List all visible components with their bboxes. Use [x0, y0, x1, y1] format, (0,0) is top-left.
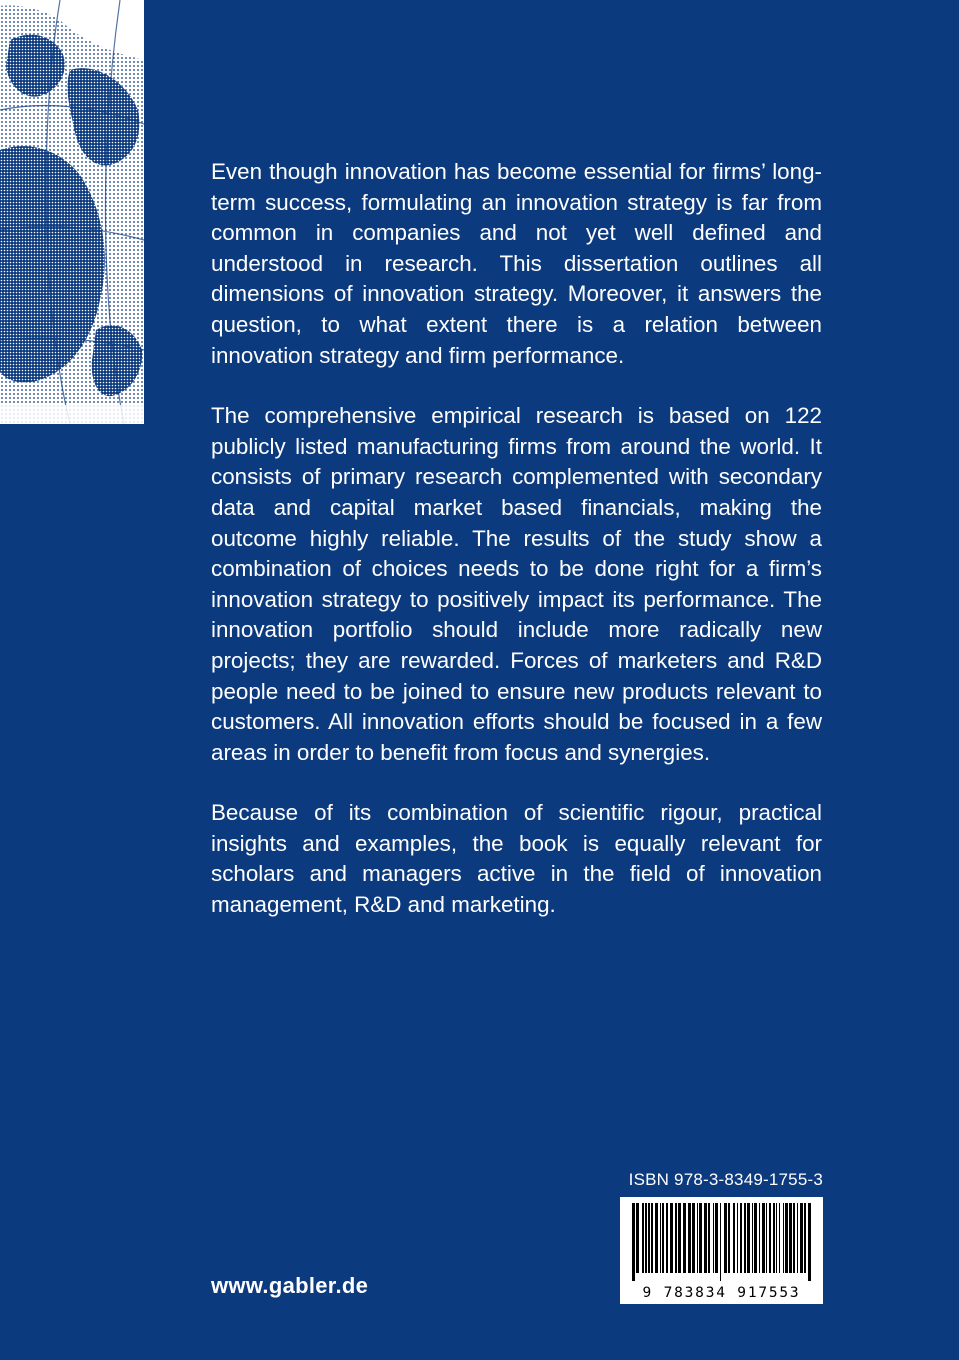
barcode-bar — [779, 1203, 780, 1273]
barcode-bar — [800, 1203, 803, 1273]
barcode-bar — [785, 1203, 788, 1273]
barcode-bar — [804, 1203, 806, 1273]
barcode-bar — [651, 1203, 653, 1273]
barcode-bar — [728, 1203, 730, 1273]
barcode-bar — [754, 1203, 757, 1273]
blurb-paragraph-1: Even though innovation has become essential for firms’ long-term success, formulating an innovation strategy is far from common in companies and not yet well defined and understood in research. This dissertation outlines all dimensions of innovation strategy. Moreover, it answers the question, to what extent there is a relation between innovation strategy and firm performance. — [211, 159, 822, 368]
barcode-bar — [773, 1203, 775, 1273]
barcode-bar — [692, 1203, 695, 1273]
barcode-bar — [737, 1203, 738, 1273]
barcode-bar — [808, 1203, 811, 1281]
back-cover-blurb — [211, 157, 822, 951]
barcode-bar — [776, 1203, 777, 1273]
barcode-digits: 9 783834 917553 — [642, 1285, 801, 1301]
barcode-bar — [762, 1203, 765, 1273]
barcode-bar — [655, 1203, 658, 1273]
barcode-bar — [720, 1203, 721, 1281]
barcode-bar — [632, 1203, 635, 1281]
isbn-label: ISBN 978-3-8349-1755-3 — [628, 1170, 823, 1189]
barcode-bar — [789, 1203, 792, 1273]
barcode-bars — [620, 1197, 823, 1283]
barcode-bar — [713, 1203, 714, 1273]
barcode-bar — [636, 1203, 639, 1273]
barcode-bar — [699, 1203, 702, 1273]
barcode-bar — [662, 1203, 664, 1273]
blurb-paragraph-3: Because of its combination of scientific rigour, practical insights and examples, the book is equally relevant for scholars and managers active in the field of innovation management, R&D and marketing. — [211, 800, 822, 918]
blurb-paragraph-2: The comprehensive empirical research is based on 122 publicly listed manufacturing firms from around the world. It consists of primary research complemented with secondary data and capital market based financials, making the outcome highly reliable. The results of the study show a combination of choices needs to be done right for a firm’s innovation strategy to positively impact its performance. The innovation portfolio should include more radically new projects; they are rewarded. Forces of marketers and R&D people need to be joined to ensure new products relevant to customers. All innovation efforts should be focused in a few areas in order to benefit from focus and synergies. — [211, 403, 822, 765]
barcode-bar — [678, 1203, 681, 1273]
barcode-bar — [666, 1203, 668, 1273]
barcode-bar — [766, 1203, 767, 1273]
barcode-bar — [688, 1203, 691, 1273]
barcode-bar — [747, 1203, 750, 1273]
barcode-bar — [708, 1203, 710, 1273]
isbn-barcode — [620, 1197, 823, 1304]
barcode-bar — [697, 1203, 698, 1273]
barcode-bar — [752, 1203, 753, 1273]
publisher-url[interactable]: www.gabler.de — [211, 1273, 369, 1298]
barcode-bar — [733, 1203, 735, 1273]
barcode-bar — [769, 1203, 771, 1273]
barcode-bar — [675, 1203, 677, 1273]
barcode-bar — [645, 1203, 647, 1273]
barcode-bar — [740, 1203, 742, 1273]
barcode-bar — [724, 1203, 727, 1273]
barcode-bar — [715, 1203, 718, 1273]
globe-illustration — [0, 0, 144, 424]
barcode-bar — [783, 1203, 784, 1273]
barcode-bar — [683, 1203, 686, 1273]
barcode-bar — [797, 1203, 798, 1273]
barcode-bar — [793, 1203, 795, 1273]
barcode-bar — [648, 1203, 650, 1273]
barcode-bar — [744, 1203, 746, 1273]
barcode-bar — [642, 1203, 644, 1273]
barcode-bar — [759, 1203, 760, 1273]
barcode-bar — [670, 1203, 673, 1273]
barcode-bar — [704, 1203, 707, 1273]
barcode-bar — [660, 1203, 661, 1273]
